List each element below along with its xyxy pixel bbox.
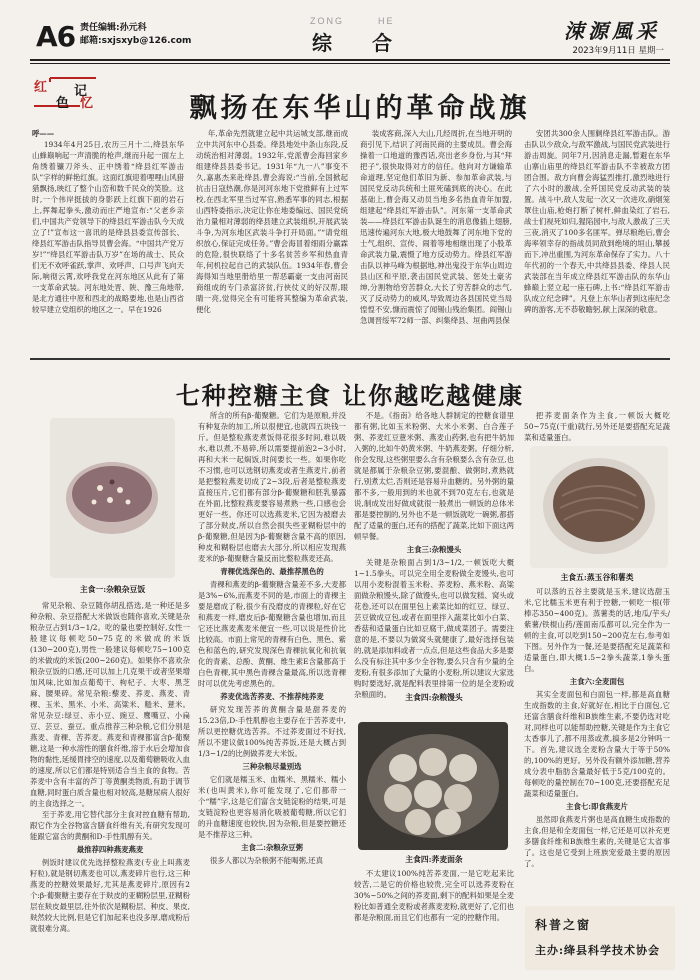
noodles-illustration [530, 446, 668, 568]
logo-char-1: 红 [34, 80, 48, 95]
a2-col2-text-a: 所含的所有β-葡聚糖。它们为是原粮,并没有种复杂的加工,所以很便宜,也就四五块钱一斤。但是整粒燕麦煮饭得花很多时间,难以吸水,难以煮,不易碎,所以需要提前泡2~3小时,再和大米一起焖饭,时间要长一些。如果你吃不习惯,也可以选钢切燕麦或者生燕麦片,前者是把整粒燕麦切成了2~3段,后者是整粒燕麦直接压片,它们都有部分β-葡聚糖和胚乳暴露在外面,比整粒燕麦要容易煮熟一些,口感也会更好一些。你还可以选燕麦米,它因为被磨去了部分麸皮,所以自然会损失些亚糊粉层中的β-葡聚糖,但是因为β-葡聚糖含量不高的原因,种皮和糊粉层也磨去大部分,所以相应发现燕麦米的β-葡聚糖含量反而比整粒燕麦还高。 [198, 411, 346, 563]
article1-col3-text: 装成客商,深入大山,几经周折,在当地开明的商引见下,结识了河南民商的主要成员。曹会海操着一口地道的豫西话,亮出老乡身份,与其“拜把子”,很快取得对方的信任。他向对方谦输革命道理,坚定他们革旧为新、参加革命武装,与国民党反动兵统和土匪死磕到底的决心。在此基础上,曹会海又动员当地多名热血青年加盟,组建起“绛县红军游击队”。河东第一支革命武装——绛县红军游击队诞生的消息像插上翅膀,迅速传遍河东大地,极大地鼓舞了河东地下党的士气,组织、宣传、闹着等地相继出现了小股革命武装力量,震慑了地方反动势力。绛县红军游击队以神马峰为根据地,神出鬼没于东华山周边县山区和平原,袭击国民党武装、惩处土豪劣绅,分割物给穷苦群众,大长了穷苦群众的志气,灭了反动势力的威风,导致周边各县国民党当局惶惶不安,慷而震惊了闻锡山残治集团。阎锡山急调晋绥军72师一部、纠集绛县、垣曲两县保 [360, 129, 512, 325]
section-pinyin-left: ZONG [310, 16, 344, 26]
a2-col4-text-d: 虽然即食燕麦片粥也是高血糖生成指数的主食,但是和全麦面包一样,它还是可以补充更多膳食纤维和B族维生素的,关键是它太省事了。这也是它受到上班族宠爱最主要的原因了。 [524, 815, 670, 868]
science-window-title: 科普之窗 [535, 918, 592, 932]
paper-name: 涑源風采 [564, 19, 660, 43]
article2-col2 [198, 410, 346, 970]
column-logo [30, 74, 100, 110]
editor-email: 邮箱:sxjsxyb@126.com [80, 36, 192, 46]
article2-col3 [354, 410, 514, 720]
article1-author: 呼—— [32, 129, 55, 138]
a2-col1-text-a: 常见杂粮、杂豆随你胡乱搭选,是一种还是多种杂粮、杂豆搭配大米做饭也随你喜欢,关键是杂粮杂豆占到1/3~1/2。吃的量也要控制好,女性一般建议每顿吃50~75克的米做成的米饭(130~200克),男性一般建议每顿吃75~100克的米做成的米饭(200~260克)。如果你不喜欢杂粮杂豆饭的口感,还可以加上几克果干或者坚果增加风味,比如加点葡萄干、枸杞子、大枣、黑芝麻、腰果碎。常见杂粮:藜麦、荞麦、燕麦、青稞、玉米、黑米、小米、高粱米、糙米、薏米。常见杂豆:绿豆、赤小豆、豌豆、鹰嘴豆、小扁豆、芸豆、蚕豆。重点推荐三种杂粮,它们分别是燕麦、青稞、苦荞麦。燕麦和青稞都富含β-葡聚糖,这是一种水溶性的膳食纤维,溶于水后会增加食物的黏性,延缓胃排空的速度,以及葡萄糖吸收入血的速度,所以它们都是特别适合当主食的食物。苦荞麦中含有丰富的芦丁等黄酮类物质,有助于调节血糖,同时蛋白质含量也相对较高,是糖尿病人很好的主食选择之一。 [30, 601, 190, 808]
article1-col4 [524, 128, 670, 356]
section-pinyin-right: HE [378, 16, 395, 26]
a2-col3-text-a: 不是。《指南》给各地人群制定的控糖食谱里都有粥,比如玉米粉粥、大米小米粥、白合莲子粥、荞麦红豆薏米粥、燕麦山药粥,也有把牛奶加入粥的,比如牛奶黄米粥、牛奶燕麦粥。仔细分析,你会发现,这些粥里要么含有杂粮要么含有杂豆,也就是都属于杂粮杂豆粥,要混酿、做粥时,煮熟就行,别煮太烂,否则还是容易升血糖的。另外粥的量都不多,一般用到的米也就不到70克左右,也就是说,制成发出好做成就很一般煮出一顿饭的总体米都是要控制的,另外也不是一顿饭就吃一碗粥,都搭配了适量的蛋白,还有的搭配了蔬菜,比如下面这两顿早餐。 [354, 411, 514, 541]
article2-col4 [524, 586, 670, 902]
a2-col3-text-c: 不太建议100%纯苦荞麦面,一是它吃起来比较苦,二是它的价格也较贵,完全可以选荞麦粉在30%~50%之间的荞麦面,剩下的配料如果是全麦粉比如普通全麦粉或者燕麦麦粉,就更好了,它们也都是杂粮面,而且它们也都有一定的控糖作用。 [354, 869, 514, 922]
a2-col2-text-e: 很多人都以为杂粮粥不能喝粥,还真 [209, 856, 324, 865]
editor-info [80, 22, 191, 48]
article2-col4-top [524, 410, 670, 442]
a2-col3-subhead: 主食三:杂粮馒头 [406, 545, 462, 554]
rice-bowl-illustration [50, 418, 175, 578]
a2-col4-text-b: 可以蒸的五谷主要就是玉米,建议选甜玉米,它比糯玉米更有利于控糖,一顿吃一根(带棒芯350~400克)。蒸薯类的话,地瓜/芋头/紫薯/铁棍山药/莲面南瓜都可以,完全作为一顿的主食,可以吃到150~200克左右,参考如下图。另外作为一餐,还是要搭配充足蔬菜和适量蛋白,即大概1.5~2拳头蔬菜,1拳头蛋白。 [524, 587, 670, 673]
article1-col1-text: 1934年4月25日,农历三月十二,绛县东华山蜂巅响起一声清脆的枪声,继而升起一面左上角绣着镰刀斧头、正中绣着“绛县红军游击队”字样的鲜艳红旗。这面红旗迎着哩哩山风猎猎飘扬,映红了整个山峦和数千民众的笑脸。这时,一个伟岸挺拔的身影跃上红旗下面的岩石上,挥舞起拳头,激动而庄严地宣布:“父老乡亲们,中国共产党领导下的绛县红军游击队今天成立了!”宣布这一喜讯的是绛县县委宣传部长、绛县红军游击队指导员曹会海。“中国共产党万岁!”“绛县红军游击队万岁”在场的战士、民众们无不欢呼雀跃,掌声、欢呼声、口号声飞向天际,响彻云霄,欢呼我党在河东地区从此有了第一支革命武装。河东地处晋、陕、豫三角地带,是北方通往中原和西北的战略要地,也是山西省较早建立党组织的地区之一。早在1926 [32, 140, 184, 314]
article2-col3b [354, 868, 514, 972]
editor-name: 责任编辑:孙元科 [80, 23, 147, 33]
a2-col2-text-c: 研究发现苦荞的黄酮含量是甜荞麦的15.23倍,D-手性肌醇也主要存在于苦荞麦中,所以更控糖优选苦荞。不过荞麦面过不好找,所以不建议做100%纯苦荞饭,还是大概占到1/3~1/2的比例做荞麦大米饭。 [198, 705, 346, 758]
caption-3: 主食四:荞麦面条 [405, 855, 463, 864]
science-window-sponsor: 主办:绛县科学技术协会 [535, 944, 661, 957]
section-title-right: 合 [372, 31, 398, 55]
header-rule-thin [30, 63, 670, 64]
article1-col2 [196, 128, 348, 356]
article1-col1 [32, 128, 184, 356]
science-window-box [525, 906, 675, 970]
page-number: A6 [36, 20, 76, 53]
article2-title: 七种控糖主食 让你越吃越健康 [175, 381, 525, 410]
a2-col2-subhead-1: 青稞优选深色的、最推荐黑色的 [220, 567, 324, 576]
article1-col4-text: 安团共300余人围剿绛县红军游击队。游击队以少敌众,与敌军激战,与国民党武装进行游击周旋。同年7月,因消息走漏,暂避在东华山寨山庙里的绛县红军游击队不幸被敌方团团合围。敌方向曹会海猛烈推打,激烈地进行了六小时的激战,全歼国民党反动武装的装置。战斗中,敌人发起一次又一次进攻,硝烟笼罩住山庙,枪炮打断了树杆,鲜血染红了岩石,战士们视死如归,猩陷园中,与敌人激战了三天三夜,消灭了100多名匪军。弹尽粮绝后,曹会海率领幸存的指战员同敌到绝境的垣山,攀援而下,冲出重围,为河东革命保存了实力。八十年代初的一个春天,中共绛县县委、绛县人民武装部在当年成立绛县红军游击队的东华山蜂巅上竖立起一座石碑,上书:“绛县红军游击队成立纪念碑”。凡登上东华山者到这座纪念碑的游客,无不恭敬瞻躬,献上深深的敬意。 [524, 129, 670, 314]
logo-char-2: 记 [74, 84, 88, 99]
a2-col2-subhead-4: 主食二:杂粮杂豆粥 [241, 843, 303, 852]
a2-col4-text-c: 其实全麦面包和白面包一样,都是高血糖生成指数的主食,好就好在,相比于白面包,它还富含膳食纤维和B族维生素,不要仍选对吃对,同样也可以能帮助控糖,关键是作为主食它太香事儿了,都不用蒸或煮,搞多是2分钟吗一下。首先,建议选全麦粉含量大于等于50%的,100%的更好。另外没有额外添加糖,营养成分表中脂肪含量最好低于5克/100克的。每顿吃的量控制在70~100克,还要搭配充足蔬菜和适量蛋白。 [524, 690, 670, 798]
a2-col2-subhead-2: 荞麦优选苦荞麦、不推荐纯荞麦 [220, 692, 324, 701]
a2-col1-text-c: 例饭时建议优先选择整粒燕麦(专业上叫燕麦籽粒),就是钢切燕麦也可以,燕麦碎片也行,这三种燕麦的控糖效果最好,尤其是燕麦碎片,原因有2个:β-葡聚糖主要存在于麸皮的亚糊粉层里,亚糊粉层在麸皮最里层,往外依次是糊粉层、种皮、果皮,麸然较大比例,但是它们加起来也没多厚,磨成粉后就很难分离。 [30, 858, 190, 933]
article1-col3 [360, 128, 512, 356]
a2-col4-subhead-3: 主食七:即食燕麦片 [566, 802, 628, 811]
a2-col2-subhead-3: 三种杂粮尽量别选 [242, 762, 302, 771]
header-rule [30, 59, 670, 61]
a2-col1-subhead: 最推荐四种燕麦燕麦 [76, 845, 144, 854]
a2-col1-text-b: 至于荞麦,用它替代部分主食对控血糖有帮助,跟它作为全谷物富含膳食纤维有关,有研究发现可能跟它富含的黄酮和D-手性肌醇有关。 [30, 810, 190, 841]
photo-grain-rice [50, 418, 175, 578]
a2-col3-text-b: 关键是杂粮面占到1/3~1/2,一顿饭吃大概1~1.5拳头。可以完全用全麦粉做全麦馒头,也可以用小麦粉混着玉米粉、荞麦粉、燕米粉、高粱面做杂粮馒头,除了做馒头,也可以做发糕、窝头或花卷,还可以在面里包上素菜比如的红豆、绿豆、芸豆做成豆包,或者在面里拌入蔬菜比如小白菜、香菇和适量蛋白比如豆腐干,做成菜团子。需要注意的是,不要以为做窝头就健康了,最好选择包装的,就是添加料或者一点点,但是这些食品大多是要么没有标注其中多少全谷物,要么只含有少量的全麦粉,有很多添加了大量的小麦粉,所以建议大家选购时要选好,就是配料表里排第一位的是全麦粉或杂粮面的。 [354, 558, 514, 699]
article2-col1 [30, 600, 190, 970]
a2-col4-subhead-2: 主食六:全麦面包 [569, 677, 625, 686]
article-separator [30, 358, 670, 360]
a2-col2-text-d: 它们就是糯玉米、血糯米、黑糯米、糯小米(也叫黄米),你可能发现了,它们都带一个“糯”字,这是它们富含支链淀粉的结果,可是支链淀粉也更容易消化吸被葡萄糖,所以它们的升血糖速度也较快,因为杂粮,但是要控糖还是不推荐这三种。 [198, 775, 346, 839]
a2-col4-text-a: 把荞麦面条作为主食,一顿饭大概吃50~75克(干重)就行,另外还是要搭配充足蔬菜和适量蛋白。 [524, 411, 670, 442]
article1-col2-text: 年,革命先烈就建立起中共运城支部,继而成立中共河东中心县委。绛县地处中条山东段,反动统治相对薄弱。1932年,党派曹会海回家乡组建绛县县委书记。1931年“九一八”事变不久,嘉惠杰来赴绛县,曹会海说:“当前,全国掀起抗击日寇热潮,你是河河东地下党推鲜有上过军校,在西北军里当过军官,熟悉军事的同志,根据山西特委指示,决定让你在地委编远、国民党统治力量相对薄弱的绛县建立武装组织,开展武装斗争,为河东地区武装斗争打开局面。”“请党组织放心,保证完成任务。”曹会海冒着细雨分赢霖的危险,很快联络了十多名贫苦乡军和热血青年,何机拉起自己的武装队伍。1934年春,曹会海得知当地里册给里一帮恶霸豪一支由河南民商组成的专门杀富济贫,行侠仗义的好汉帮,眼睛一亮,觉得完全有可能将其整编为革命武装,便化 [196, 129, 348, 314]
issue-date: 2023年9月11日 星期一 [572, 46, 664, 56]
photo-buckwheat-noodles [530, 446, 668, 568]
article1-title: 飘扬在东华山的革命战旗 [189, 93, 531, 124]
section-title-left: 综 [312, 31, 338, 55]
caption-4: 主食五:蒸玉谷和薯类 [560, 573, 634, 582]
a2-col2-text-b: 青稞和燕麦的β-葡聚糖含量差不多,大麦都是3%~6%,而燕麦不同的是,市面上的青稞主要是磨成了粉,很少有没磨皮的青稞粒,好在它和燕麦一样,磨皮后β-葡聚糖含量也增加,而且它还比燕麦燕麦米便宜一些,可以说是性价比比较高。市面上常见的青稞有白色、黑色、紫色和蓝色的,研究发现深色青稞抗氧化和抗氧化的青素、总酚、黄酮、维生素E含量都高于白色青稞,其中黑色青稞含量最高,所以选青稞时可以优先考虑黑色的。 [198, 580, 346, 688]
photo-steamed-buns [358, 722, 508, 850]
caption-1: 主食一:杂粮杂豆饭 [79, 585, 146, 594]
buns-illustration [358, 722, 508, 850]
logo-char-3: 色 [56, 96, 70, 111]
caption-2: 主食四:杂粮馒头 [405, 693, 463, 702]
logo-char-4: 忆 [80, 96, 94, 111]
